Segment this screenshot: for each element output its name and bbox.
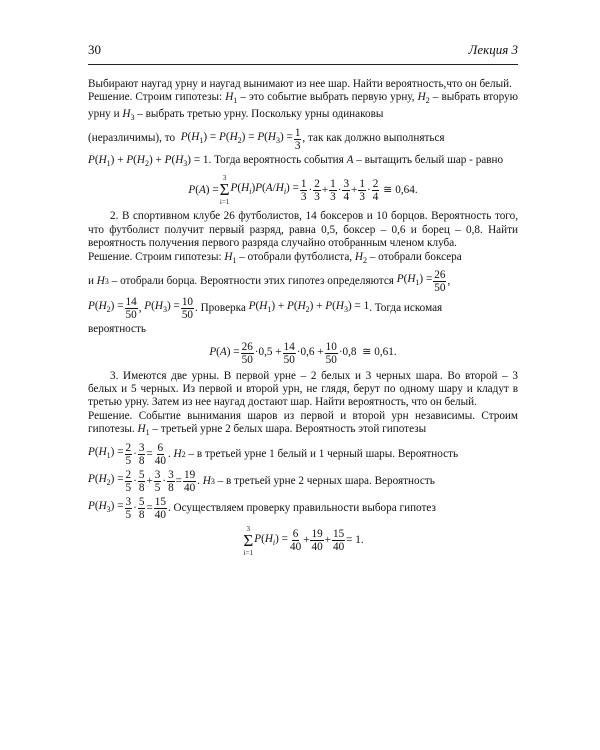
problem1-tail: Выбирают наугад урну и наугад вынимают из нее шар. Найти вероятность,что он белый. <box>88 78 512 90</box>
page <box>88 0 518 750</box>
page-number: 30 <box>88 42 101 57</box>
problem3-h2-row: $P(H_2)$ = $\frac{2}{5}$ · 5 8 + 3 5 · 3 8 = 19 40 . H 3 – в третьей урне 2 черных шара. Вероятность <box>88 468 435 494</box>
problem1-solution: Решение. Строим гипотезы: $H_1$ – это событие выбрать первую урну, $H_2$ – выбрать вторую урну и $H_3$ – выбрать третью урну. Поскольку урны одинаковы <box>88 91 518 123</box>
problem2-hyp-row: и H 3 – отобрали борца. Вероятности этих гипотез определяются $P(H_1)$ = $\frac{26}{50}$ , <box>88 269 451 295</box>
problem3-solution: Решение. Событие вынимания шаров из первой и второй урн независимы. Строим гипотезы. $H_1$ – третьей урне 2 белых шара. Вероятность этой гипотезы <box>88 409 518 438</box>
problem2-formula: P(A) = $\frac{26}{50}$ ·0,5 + 14 50 ·0,6 + 10 50 ·0,8 ≅ 0,61. <box>209 340 397 366</box>
problem2-text: 2. В спортивном клубе 26 футболистов, 14 боксеров и 10 борцов. Вероятность того, что футболист получит первый разряд, равна 0,5, боксер – 0,6 и борец – 0,8. Найти вероятность получения первого разряда случайно отобранным членом клуба. <box>88 210 518 250</box>
problem3-text: 3. Имеются две урны. В первой урне – 2 белых и 3 черных шара. Во второй – 3 белых и 5 черных. Из первой и второй урн, не глядя, берут по одному шару и кладут в третью урну. Затем из нее наугад достают шар. Найти вероятность, что он белый. <box>88 369 518 409</box>
page-header <box>88 42 518 62</box>
problem1-hyp-row: (неразличимы), то $P(H_1) = P(H_2) = P(H_3)$ = $\frac{1}{3}$ , так как должно выполняться <box>88 126 445 152</box>
header-rule <box>88 64 518 65</box>
problem2-check-row: $P(H_2)$ = $\frac{14}{50}$ , $P(H_3)$ = $\frac{10}{50}$ . Проверка $P(H_1) + P(H_2) + P(H_3) = 1$ . Тогда искомая <box>88 296 443 322</box>
page-body <box>88 78 518 561</box>
problem3-formula: 3 Σ i=1 $P(H_i)$ = $\frac{6}{40}$ + 19 40 + 15 40 = 1. <box>243 524 364 557</box>
problem3-h1-row: $P(H_1)$ = $\frac{2}{5}$ · 3 8 = 6 40 . H 2 – в третьей урне 1 белый и 1 черный шары. Вероятность <box>88 441 459 467</box>
problem2-prob-label: вероятность <box>88 323 147 336</box>
problem3-h3-row: $P(H_3)$ = $\frac{3}{5}$ · 5 8 = 15 40 . Осуществляем проверку правильности выбора гипотез <box>88 495 436 521</box>
problem2-solution: Решение. Строим гипотезы: $H_1$ – отобрали футболиста, $H_2$ – отобрали боксера <box>88 250 462 265</box>
running-title: Лекция 3 <box>468 42 518 57</box>
problem1-formula: P(A) = 3 Σ i=1 $P(H_i)P(A/H_i)$ = $\frac{1}{3}$ · 2 3 + 1 3 · 3 4 + 1 3 · 2 4 ≅ 0,64. <box>188 174 418 207</box>
problem1-check: $P(H_1) + P(H_2) + P(H_3) = 1$. Тогда вероятность события A – вытащить белый шар - равно <box>88 153 504 168</box>
